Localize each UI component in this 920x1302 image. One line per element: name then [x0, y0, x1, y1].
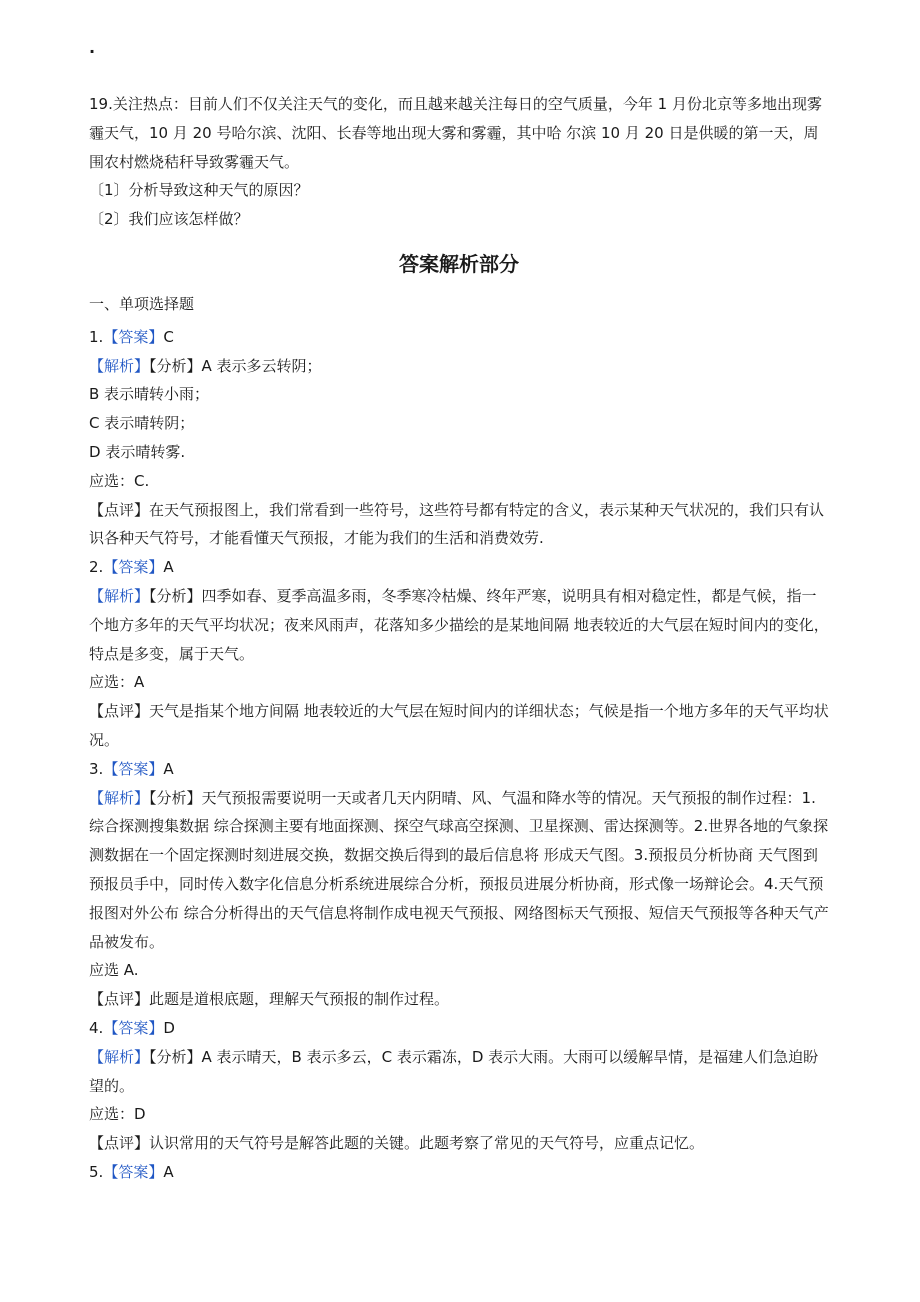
- item-number: 5.: [89, 1162, 104, 1181]
- comment-text: 在天气预报图上，我们常看到一些符号，这些符号都有特定的含义，表示某种天气状况的，我们只有认识各种天气符号，才能看懂天气预报，才能为我们的生活和消费效劳.: [89, 500, 825, 548]
- answer-label: 【答案】: [103, 1162, 164, 1181]
- question-19-sub1: 〔1〕分析导致这种天气的原因？: [89, 181, 309, 200]
- comment-label: 【点评】: [89, 990, 150, 1009]
- comment-label: 【点评】: [89, 702, 150, 721]
- answer-line-5: [89, 1158, 829, 1187]
- comment-line-1: [89, 496, 829, 554]
- explain-line-1: [89, 352, 829, 381]
- answer-line-3: [89, 755, 829, 784]
- item-number: 1.: [89, 327, 104, 346]
- explain-label: 【解析】: [89, 1047, 150, 1066]
- answer-label: 【答案】: [103, 759, 164, 778]
- answer-label: 【答案】: [103, 1018, 164, 1037]
- explain-label: 【解析】: [89, 356, 150, 375]
- top-mark: .: [89, 38, 96, 57]
- analysis-label: 【分析】: [149, 1047, 202, 1066]
- document-content: [89, 90, 829, 1187]
- explain-label: 【解析】: [89, 788, 150, 807]
- answer-value: A: [163, 1162, 174, 1181]
- comment-line-4: [89, 1129, 829, 1158]
- section-heading: 一、单项选择题: [89, 294, 195, 313]
- explain-label: 【解析】: [89, 586, 150, 605]
- analysis-label: 【分析】: [149, 586, 202, 605]
- answer-label: 【答案】: [103, 327, 164, 346]
- explain-line-2: [89, 582, 829, 668]
- answer-value: C: [163, 327, 174, 346]
- comment-text: 天气是指某个地方间隔 地表较近的大气层在短时间内的详细状态；气候是指一个地方多年的天气平均状况。: [89, 702, 829, 749]
- comment-label: 【点评】: [89, 500, 150, 519]
- choose-line: 应选 A.: [89, 961, 139, 980]
- analysis-text: 天气预报需要说明一天或者几天内阴晴、风、气温和降水等的情况。天气预报的制作过程：1.综合探测搜集数据 综合探测主要有地面探测、探空气球高空探测、卫星探测、雷达探测等。2.世界各地的气象探测数据在一个固定探测时刻进展交换，数据交换后得到的最后信息将 形成天气图。3.预报员分析协商 天气图到预报员手中，同时传入数字化信息分析系统进展综合分析，预报员进展分析协商，形式像一场辩论会。4.天气预报图对外公布 综合分析得出的天气信息将制作成电视天气预报、网络图标天气预报、短信天气预报等各种天气产品被发布。: [89, 788, 829, 951]
- question-19-text: 19.关注热点：目前人们不仅关注天气的变化，而且越来越关注每日的空气质量，今年 1 月份北京等多地出现雾霾天气，10 月 20 号哈尔滨、沈阳、长春等地出现大雾和雾霾，其中哈 尔滨 10 月 20 日是供暖的第一天，周围农村燃烧秸秆导致雾霾天气。: [89, 95, 822, 171]
- item-number: 3.: [89, 759, 104, 778]
- choose-line: 应选：D: [89, 1105, 146, 1124]
- comment-line-2: [89, 697, 829, 755]
- analysis-text: 四季如春、夏季高温多雨，冬季寒冷枯燥、终年严寒，说明具有相对稳定性，都是气候，指一个地方多年的天气平均状况；夜来风雨声，花落知多少描绘的是某地间隔 地表较近的大气层在短时间内的变化，特点是多变，属于天气。: [89, 586, 829, 663]
- comment-line-3: [89, 985, 829, 1014]
- answer-line-4: [89, 1014, 829, 1043]
- comment-label: 【点评】: [89, 1134, 150, 1153]
- extra-line: B 表示晴转小雨；: [89, 385, 210, 404]
- analysis-text: A 表示多云转阴；: [201, 356, 322, 375]
- explain-line-4: [89, 1043, 829, 1101]
- analysis-label: 【分析】: [149, 356, 202, 375]
- comment-text: 认识常用的天气符号是解答此题的关键。此题考察了常见的天气符号，应重点记忆。: [149, 1134, 705, 1153]
- choose-line: 应选：A: [89, 673, 145, 692]
- answer-label: 【答案】: [103, 558, 164, 577]
- answer-line-2: [89, 553, 829, 582]
- item-number: 4.: [89, 1018, 104, 1037]
- answer-value: A: [163, 759, 174, 778]
- question-19-sub2: 〔2〕我们应该怎样做？: [89, 210, 249, 229]
- item-number: 2.: [89, 558, 104, 577]
- answer-value: D: [163, 1018, 175, 1037]
- comment-text: 此题是道根底题，理解天气预报的制作过程。: [149, 990, 450, 1009]
- choose-line: 应选：C.: [89, 471, 150, 490]
- analysis-text: A 表示晴天，B 表示多云，C 表示霜冻，D 表示大雨。大雨可以缓解旱情，是福建人们急迫盼望的。: [89, 1047, 819, 1095]
- answer-line-1: [89, 323, 829, 352]
- answer-section-title: 答案解析部分: [399, 251, 519, 276]
- analysis-label: 【分析】: [149, 788, 202, 807]
- extra-line: D 表示晴转雾.: [89, 442, 186, 461]
- explain-line-3: [89, 784, 829, 957]
- extra-line: C 表示晴转阴；: [89, 414, 195, 433]
- answer-value: A: [163, 558, 174, 577]
